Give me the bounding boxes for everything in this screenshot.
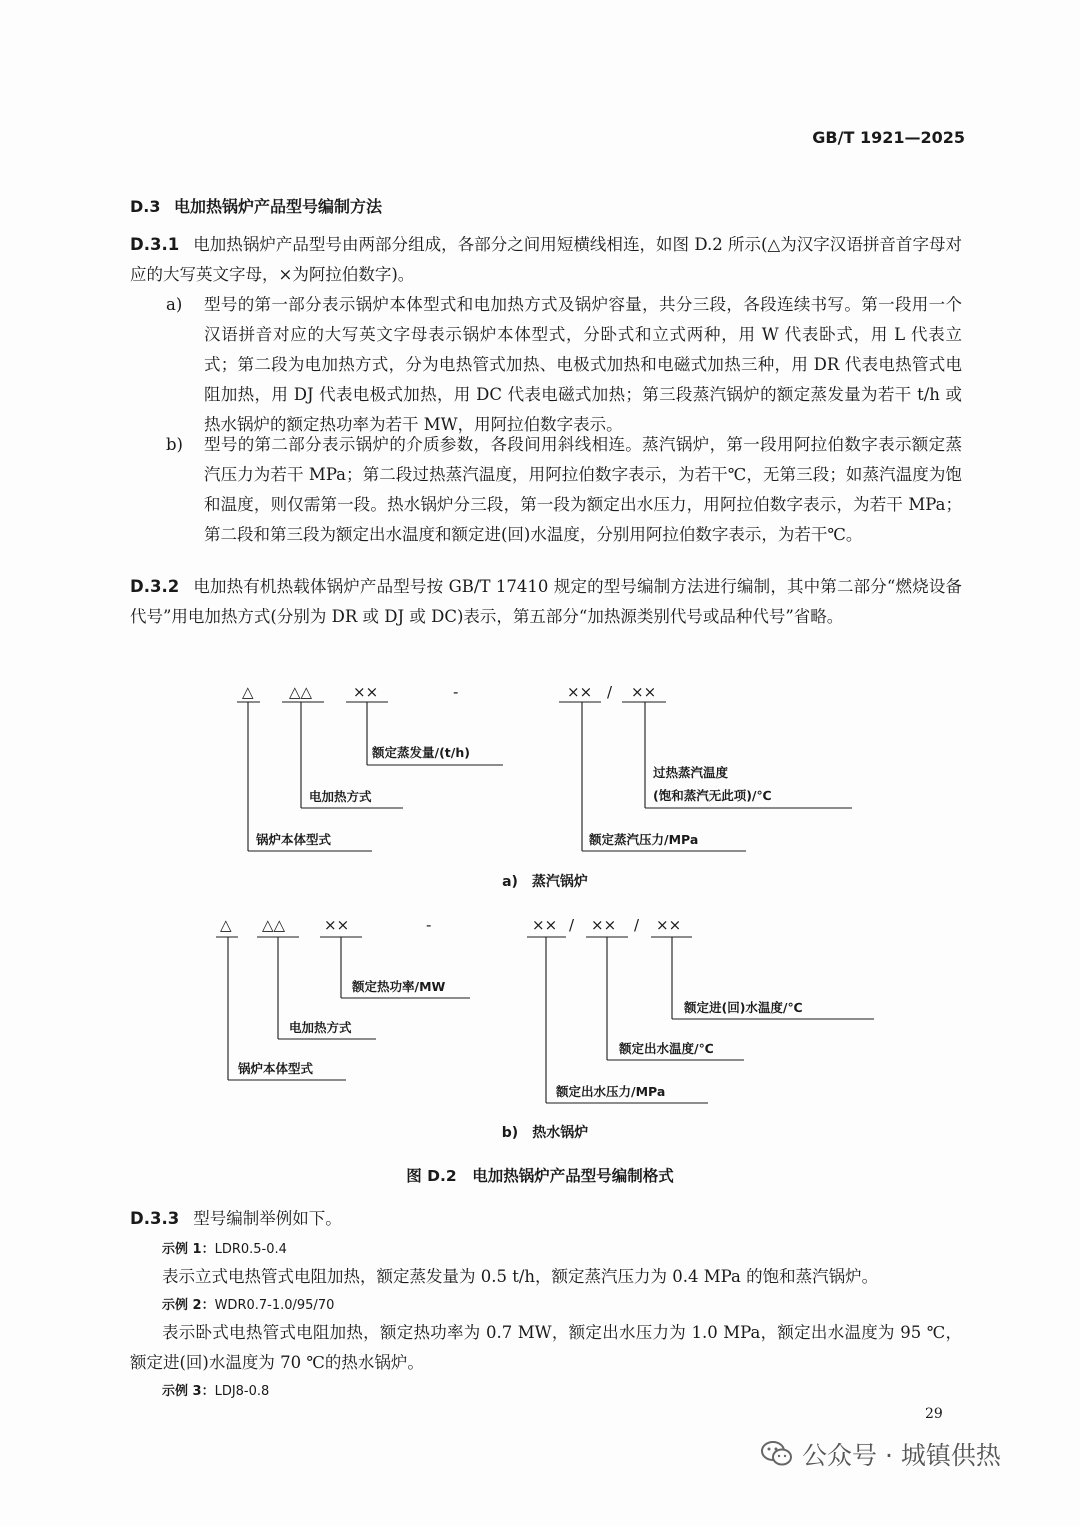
standard-number: GB/T 1921—2025 <box>812 128 965 147</box>
fig-a-label-temp-2: (饱和蒸汽无此项)/℃ <box>653 788 772 803</box>
fig-a-label-body: 锅炉本体型式 <box>256 832 332 847</box>
fig-a-symbol-5: ×× <box>631 683 657 701</box>
fig-b-slash-2: / <box>634 916 640 934</box>
fig-b-caption: b) 热水锅炉 <box>501 1125 589 1141</box>
fig-a-symbol-1: △ <box>242 683 254 701</box>
fig-b-slash-1: / <box>569 916 575 934</box>
fig-b-symbol-6: ×× <box>656 916 682 934</box>
list-item-a-marker: a) <box>166 295 183 314</box>
watermark-text: 公众号 · 城镇供热 <box>802 1441 1001 1470</box>
clause-d31 <box>130 230 962 290</box>
example-2-label: 示例 2： <box>162 1298 215 1313</box>
section-title: 电加热锅炉产品型号编制方法 <box>174 197 383 216</box>
list-item-b-text: 型号的第二部分表示锅炉的介质参数，各段间用斜线相连。蒸汽锅炉，第一段用阿拉伯数字表示额定蒸汽压力为若干 MPa；第二段过热蒸汽温度，用阿拉伯数字表示，为若干℃，无第三段；如蒸汽温度为饱和温度，则仅需第一段。热水锅炉分三段，第一段为额定出水压力，用阿拉伯数字表示，为若干 MPa；第二段和第三段为额定出水温度和额定进(回)水温度，分别用阿拉伯数字表示，为若干℃。 <box>204 435 962 544</box>
section-heading <box>130 194 382 217</box>
example-1-code: LDR0.5-0.4 <box>214 1242 287 1257</box>
fig-b-label-outlet-pressure: 额定出水压力/MPa <box>556 1084 666 1099</box>
example-1-text: 表示立式电热管式电阻加热，额定蒸发量为 0.5 t/h，额定蒸汽压力为 0.4 MPa 的饱和蒸汽锅炉。 <box>162 1267 879 1286</box>
clause-d32-number: D.3.2 <box>130 577 180 596</box>
fig-a-symbol-4: ×× <box>567 683 593 701</box>
fig-b-symbol-2: △△ <box>262 916 286 934</box>
fig-b-symbol-3: ×× <box>324 916 350 934</box>
example-2-text: 表示卧式电热管式电阻加热，额定热功率为 0.7 MW，额定出水压力为 1.0 MPa，额定出水温度为 95 ℃，额定进(回)水温度为 70 ℃的热水锅炉。 <box>130 1323 962 1372</box>
fig-a-label-capacity: 额定蒸发量/(t/h) <box>372 745 470 760</box>
example-3-label: 示例 3： <box>162 1384 215 1399</box>
fig-b-symbol-1: △ <box>220 916 232 934</box>
clause-d33 <box>130 1204 962 1234</box>
clause-d32 <box>130 572 962 632</box>
section-number: D.3 <box>130 197 161 216</box>
fig-b-symbol-5: ×× <box>591 916 617 934</box>
fig-b-label-power: 额定热功率/MW <box>352 979 446 994</box>
fig-a-symbol-2: △△ <box>289 683 313 701</box>
fig-a-slash: / <box>607 683 613 701</box>
list-item-b <box>166 430 962 550</box>
example-1-label: 示例 1： <box>162 1242 215 1257</box>
fig-b-label-heating: 电加热方式 <box>289 1020 352 1035</box>
example-2-heading <box>162 1294 334 1313</box>
clause-d32-text: 电加热有机热载体锅炉产品型号按 GB/T 17410 规定的型号编制方法进行编制，其中第二部分“燃烧设备代号”用电加热方式(分别为 DR 或 DJ 或 DC)表示，第五部分“加热源类别代号或品种代号”省略。 <box>130 577 962 626</box>
fig-b-label-body: 锅炉本体型式 <box>238 1061 314 1076</box>
clause-d31-text: 电加热锅炉产品型号由两部分组成，各部分之间用短横线相连，如图 D.2 所示(△为汉字汉语拼音首字母对应的大写英文字母，×为阿拉伯数字)。 <box>130 235 962 284</box>
page-number: 29 <box>925 1406 943 1422</box>
clause-d33-number: D.3.3 <box>130 1209 180 1228</box>
fig-b-label-return-temp: 额定进(回)水温度/℃ <box>684 1000 803 1015</box>
fig-a-caption: a) 蒸汽锅炉 <box>502 874 588 890</box>
watermark <box>760 1436 1001 1472</box>
fig-b-label-outlet-temp: 额定出水温度/℃ <box>619 1041 714 1056</box>
clause-d31-number: D.3.1 <box>130 235 180 254</box>
fig-a-symbol-3: ×× <box>353 683 379 701</box>
wechat-icon <box>760 1439 794 1469</box>
figure-title: 图 D.2 电加热锅炉产品型号编制格式 <box>406 1167 674 1185</box>
example-2-code: WDR0.7-1.0/95/70 <box>214 1298 335 1313</box>
fig-a-label-pressure: 额定蒸汽压力/MPa <box>589 832 699 847</box>
list-item-a-text: 型号的第一部分表示锅炉本体型式和电加热方式及锅炉容量，共分三段，各段连续书写。第一段用一个汉语拼音对应的大写英文字母表示锅炉本体型式，分卧式和立式两种，用 W 代表卧式，用 L 代表立式；第二段为电加热方式，分为电热管式加热、电极式加热和电磁式加热三种，用 DR 代表电热管式电阻加热，用 DJ 代表电极式加热，用 DC 代表电磁式加热；第三段蒸汽锅炉的额定蒸发量为若干 t/h 或热水锅炉的额定热功率为若干 MW，用阿拉伯数字表示。 <box>204 295 962 434</box>
fig-a-dash: - <box>453 683 459 701</box>
fig-b-symbol-4: ×× <box>532 916 558 934</box>
fig-a-label-heating: 电加热方式 <box>309 789 372 804</box>
clause-d33-text: 型号编制举例如下。 <box>193 1209 342 1228</box>
example-3-heading <box>162 1380 269 1399</box>
list-item-a <box>166 290 962 440</box>
fig-a-label-temp-1: 过热蒸汽温度 <box>653 765 729 780</box>
list-item-b-marker: b) <box>166 435 183 454</box>
fig-b-dash: - <box>426 916 432 934</box>
example-3-code: LDJ8-0.8 <box>214 1384 270 1399</box>
example-1-heading <box>162 1238 287 1257</box>
